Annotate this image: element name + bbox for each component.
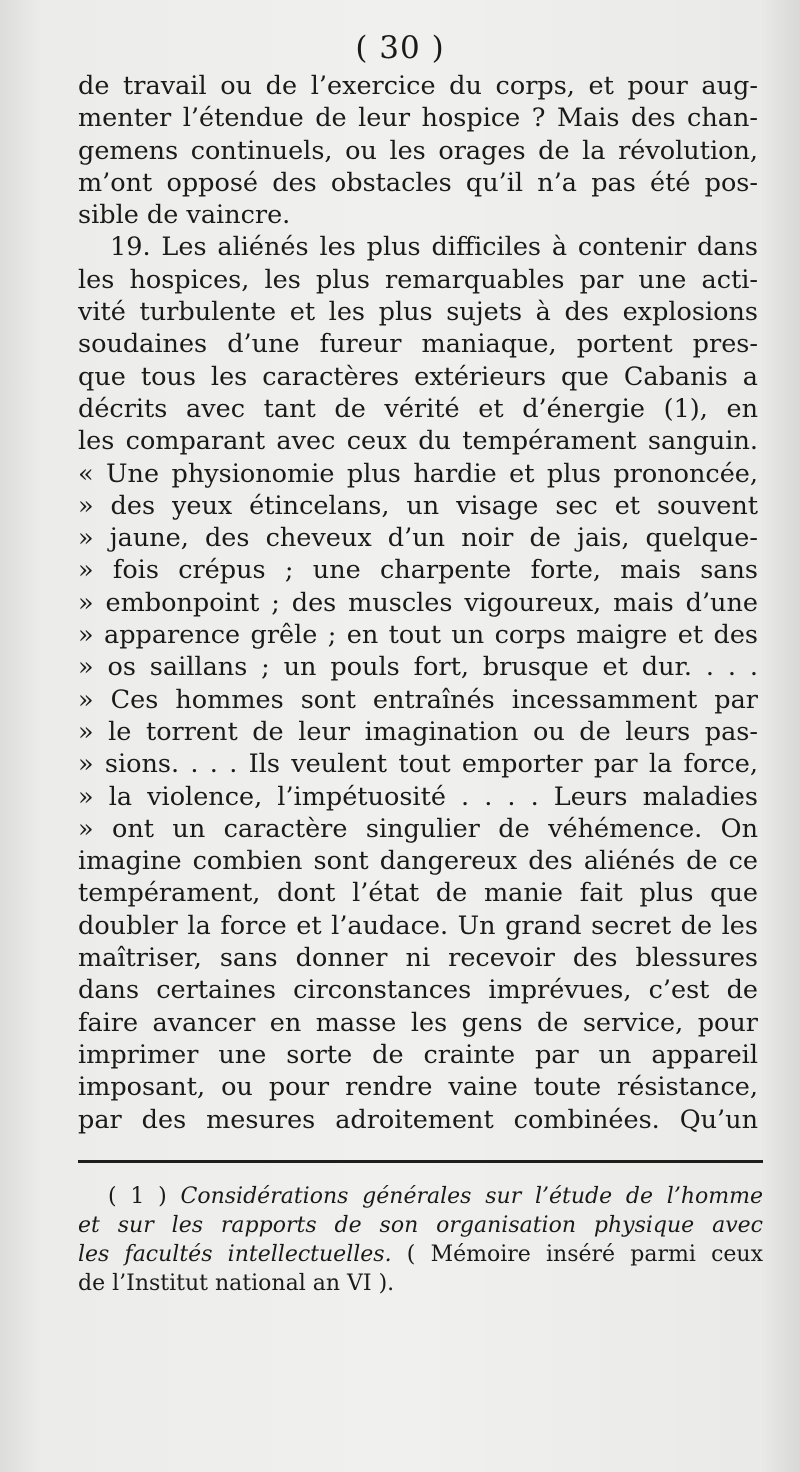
text-line: imposant, ou pour rendre vaine toute résistance, [78, 1072, 758, 1103]
text-line: m’ont opposé des obstacles qu’il n’a pas été pos- [78, 167, 758, 198]
page-number: ( 30 ) [355, 30, 445, 66]
text-line: tempérament, dont l’état de manie fait plus que [78, 878, 758, 909]
text-line: par des mesures adroitement combinées. Qu’un [78, 1104, 758, 1135]
footnote-note: ( Mémoire inséré parmi ceux [406, 1242, 763, 1267]
footnote-marker: ( 1 ) [108, 1184, 167, 1209]
text-line: sible de vaincre. [78, 200, 291, 231]
text-line: que tous les caractères extérieurs que Cabanis a [78, 361, 758, 392]
text-line: « Une physionomie plus hardie et plus prononcée, [78, 458, 758, 489]
footnote-line [78, 1240, 763, 1269]
text-line: » sions. . . . Ils veulent tout emporter par la force, [78, 749, 758, 780]
text-line: » le torrent de leur imagination ou de leurs pas- [78, 716, 758, 747]
text-line: » Ces hommes sont entraînés incessamment par [78, 684, 758, 715]
footnote-title-part: Considérations générales sur l’étude de l’homme [180, 1184, 763, 1209]
text-line: » os saillans ; un pouls fort, brusque et dur. . . . [78, 652, 758, 683]
footnote-line: et sur les rapports de son organisation physique avec [78, 1213, 763, 1238]
text-line: » apparence grêle ; en tout un corps maigre et des [78, 620, 758, 651]
text-line: menter l’étendue de leur hospice ? Mais des chan- [78, 103, 758, 134]
text-line: maîtriser, sans donner ni recevoir des blessures [78, 943, 758, 974]
footnote-rule [78, 1160, 763, 1163]
footnote-line [78, 1182, 763, 1211]
text-line: imagine combien sont dangereux des aliénés de ce [78, 846, 758, 877]
text-line: » embonpoint ; des muscles vigoureux, mais d’une [78, 587, 758, 618]
text-line: imprimer une sorte de crainte par un appareil [78, 1039, 758, 1070]
text-line: » jaune, des cheveux d’un noir de jais, quelque- [78, 523, 758, 554]
text-line: doubler la force et l’audace. Un grand secret de les [78, 910, 758, 941]
text-line: faire avancer en masse les gens de service, pour [78, 1007, 758, 1038]
text-line: décrits avec tant de vérité et d’énergie (1), en [78, 393, 758, 424]
text-line: dans certaines circonstances imprévues, c’est de [78, 975, 758, 1006]
main-text [78, 70, 758, 1136]
text-line: gemens continuels, ou les orages de la révolution, [78, 135, 758, 166]
footnote-line: de l’Institut national an VI ). [78, 1271, 395, 1296]
text-line: soudaines d’une fureur maniaque, portent pres- [78, 329, 758, 360]
footnote [78, 1182, 763, 1298]
text-line: » fois crépus ; une charpente forte, mais sans [78, 555, 758, 586]
text-line: les comparant avec ceux du tempérament sanguin. [78, 426, 758, 457]
text-line: 19. Les aliénés les plus difficiles à contenir dans [110, 232, 758, 263]
text-line: les hospices, les plus remarquables par une acti- [78, 264, 758, 295]
text-line: » des yeux étincelans, un visage sec et souvent [78, 490, 758, 521]
text-line: vité turbulente et les plus sujets à des explosions [78, 297, 758, 328]
footnote-title-part: les facultés intellectuelles. [78, 1242, 392, 1267]
text-line: de travail ou de l’exercice du corps, et pour aug- [78, 71, 758, 101]
text-line: » la violence, l’impétuosité . . . . Leurs maladies [78, 781, 758, 812]
text-line: » ont un caractère singulier de véhémence. On [78, 813, 758, 844]
